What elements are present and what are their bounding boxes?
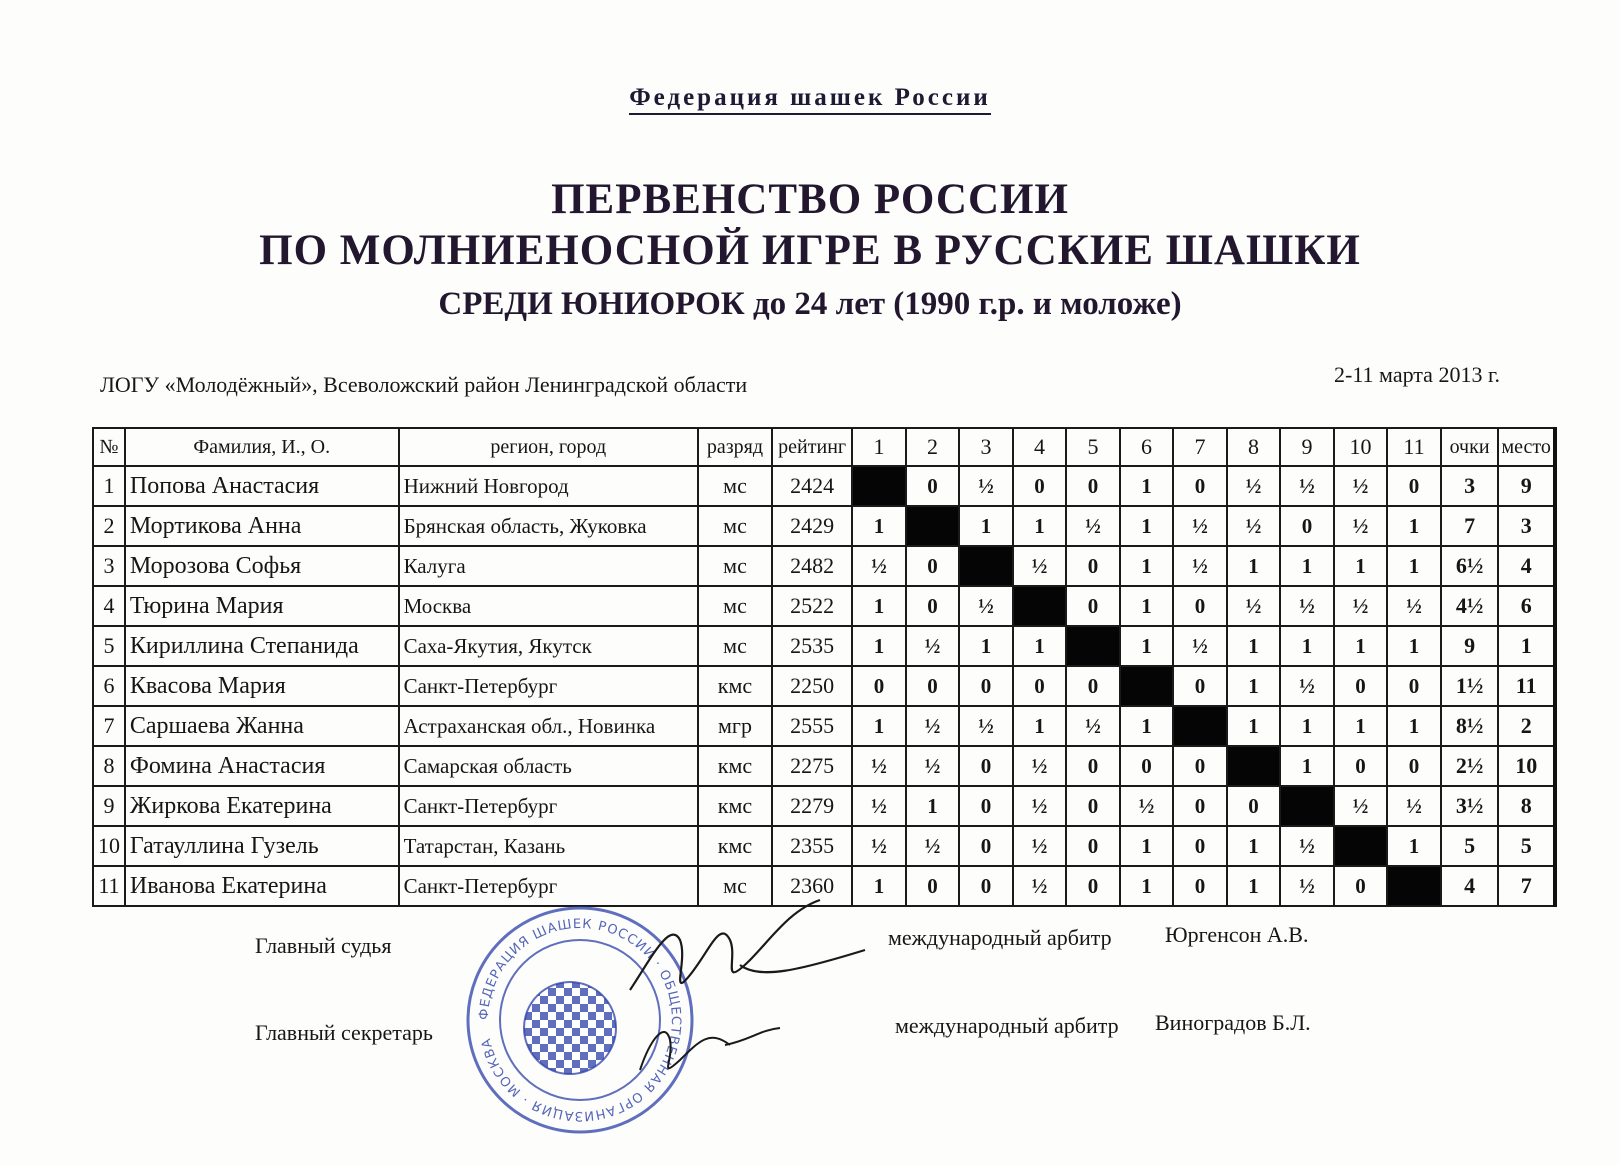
player-rating: 2429 (772, 506, 852, 546)
game-score: ½ (1387, 586, 1441, 626)
player-rating: 2424 (772, 466, 852, 506)
title-line-1: ПЕРВЕНСТВО РОССИИ (551, 176, 1069, 223)
player-place: 5 (1498, 826, 1555, 866)
game-score: 0 (1173, 866, 1227, 906)
game-score: 0 (852, 666, 906, 706)
table-row (93, 746, 1555, 786)
game-score: 0 (906, 546, 960, 586)
game-score: ½ (959, 466, 1013, 506)
signature-chief-judge (610, 880, 870, 1090)
player-number: 8 (93, 746, 125, 786)
player-points: 2½ (1441, 746, 1499, 786)
player-rating: 2522 (772, 586, 852, 626)
federation-text: Федерация шашек России (629, 84, 991, 115)
game-score: ½ (852, 546, 906, 586)
table-row (93, 786, 1555, 826)
self-cell (1334, 826, 1388, 866)
col-header-round: 1 (852, 428, 906, 466)
game-score: 0 (1066, 746, 1120, 786)
player-place: 10 (1498, 746, 1555, 786)
game-score: 0 (906, 866, 960, 906)
col-header-round: 6 (1120, 428, 1174, 466)
player-number: 3 (93, 546, 125, 586)
player-points: 3½ (1441, 786, 1499, 826)
game-score: 1 (1120, 626, 1174, 666)
player-place: 4 (1498, 546, 1555, 586)
game-score: 1 (1334, 706, 1388, 746)
player-rating: 2250 (772, 666, 852, 706)
game-score: 1 (1387, 546, 1441, 586)
game-score: 0 (906, 666, 960, 706)
game-score: ½ (1280, 466, 1334, 506)
self-cell (852, 466, 906, 506)
player-points: 3 (1441, 466, 1499, 506)
player-rank: кмс (698, 786, 772, 826)
player-rating: 2360 (772, 866, 852, 906)
col-header-rank: разряд (698, 428, 772, 466)
table-row (93, 626, 1555, 666)
results-body (93, 466, 1555, 906)
player-rating: 2535 (772, 626, 852, 666)
player-name: Жиркова Екатерина (125, 786, 399, 826)
col-header-rating: рейтинг (772, 428, 852, 466)
table-row (93, 586, 1555, 626)
player-rank: мс (698, 626, 772, 666)
game-score: 1 (1013, 626, 1067, 666)
player-name: Иванова Екатерина (125, 866, 399, 906)
col-header-round: 2 (906, 428, 960, 466)
game-score: ½ (1227, 466, 1281, 506)
game-score: 0 (906, 466, 960, 506)
game-score: ½ (906, 626, 960, 666)
player-points: 9 (1441, 626, 1499, 666)
game-score: 1 (1280, 546, 1334, 586)
self-cell (1387, 866, 1441, 906)
game-score: ½ (1280, 666, 1334, 706)
title-line-3: СРЕДИ ЮНИОРОК до 24 лет (1990 г.р. и моложе) (438, 286, 1182, 322)
player-region: Москва (399, 586, 698, 626)
game-score: 0 (1173, 746, 1227, 786)
stamp-text: ФЕДЕРАЦИЯ ШАШЕК РОССИИ · ОБЩЕСТВЕННАЯ ОРГАНИЗАЦИЯ · МОСКВА (476, 916, 684, 1124)
game-score: 0 (1013, 466, 1067, 506)
player-points: 4½ (1441, 586, 1499, 626)
game-score: 1 (1120, 706, 1174, 746)
col-header-round: 10 (1334, 428, 1388, 466)
game-score: 0 (1173, 586, 1227, 626)
player-rating: 2482 (772, 546, 852, 586)
player-place: 1 (1498, 626, 1555, 666)
player-points: 4 (1441, 866, 1499, 906)
player-number: 6 (93, 666, 125, 706)
game-score: 1 (1013, 506, 1067, 546)
game-score: ½ (1173, 506, 1227, 546)
player-place: 2 (1498, 706, 1555, 746)
game-score: 0 (1334, 866, 1388, 906)
col-header-round: 3 (959, 428, 1013, 466)
player-rank: мгр (698, 706, 772, 746)
game-score: 1 (1227, 826, 1281, 866)
game-score: 0 (1387, 466, 1441, 506)
table-header-row (93, 428, 1555, 466)
game-score: 1 (1120, 466, 1174, 506)
game-score: ½ (1066, 706, 1120, 746)
game-score: 0 (1280, 506, 1334, 546)
game-score: 1 (906, 786, 960, 826)
player-place: 11 (1498, 666, 1555, 706)
game-score: 0 (906, 586, 960, 626)
game-score: ½ (1334, 786, 1388, 826)
game-score: 0 (959, 786, 1013, 826)
game-score: 1 (959, 506, 1013, 546)
game-score: 0 (1066, 546, 1120, 586)
self-cell (1120, 666, 1174, 706)
player-place: 9 (1498, 466, 1555, 506)
player-name: Квасова Мария (125, 666, 399, 706)
federation-heading (0, 84, 1620, 112)
game-score: 0 (959, 866, 1013, 906)
table-row (93, 706, 1555, 746)
self-cell (1066, 626, 1120, 666)
player-rank: кмс (698, 746, 772, 786)
game-score: 0 (1173, 666, 1227, 706)
game-score: 0 (1334, 746, 1388, 786)
arbiter-name-2: Виноградов Б.Л. (1155, 1010, 1311, 1035)
col-header-no: № (93, 428, 125, 466)
game-score: ½ (1013, 866, 1067, 906)
player-name: Гатауллина Гузель (125, 826, 399, 866)
game-score: 1 (1227, 706, 1281, 746)
game-score: ½ (1387, 786, 1441, 826)
game-score: 0 (959, 666, 1013, 706)
player-name: Попова Анастасия (125, 466, 399, 506)
player-points: 5 (1441, 826, 1499, 866)
player-number: 11 (93, 866, 125, 906)
game-score: 1 (852, 626, 906, 666)
game-score: ½ (1227, 506, 1281, 546)
player-region: Санкт-Петербург (399, 666, 698, 706)
game-score: 0 (1066, 786, 1120, 826)
player-number: 2 (93, 506, 125, 546)
col-header-place: место (1498, 428, 1555, 466)
game-score: 1 (1120, 506, 1174, 546)
player-rank: кмс (698, 666, 772, 706)
player-name: Морозова Софья (125, 546, 399, 586)
player-region: Санкт-Петербург (399, 866, 698, 906)
game-score: 1 (1120, 586, 1174, 626)
player-rating: 2279 (772, 786, 852, 826)
col-header-round: 9 (1280, 428, 1334, 466)
player-points: 7 (1441, 506, 1499, 546)
player-number: 10 (93, 826, 125, 866)
arbiter-title-1: международный арбитр (888, 925, 1112, 950)
player-place: 7 (1498, 866, 1555, 906)
table-row (93, 506, 1555, 546)
game-score: 1 (1334, 626, 1388, 666)
player-region: Калуга (399, 546, 698, 586)
player-name: Фомина Анастасия (125, 746, 399, 786)
player-region: Брянская область, Жуковка (399, 506, 698, 546)
table-row (93, 546, 1555, 586)
player-region: Астраханская обл., Новинка (399, 706, 698, 746)
player-rank: мс (698, 586, 772, 626)
game-score: 0 (1227, 786, 1281, 826)
game-score: 1 (1280, 626, 1334, 666)
player-rating: 2555 (772, 706, 852, 746)
game-score: ½ (1013, 746, 1067, 786)
col-header-round: 5 (1066, 428, 1120, 466)
venue: ЛОГУ «Молодёжный», Всеволожский район Ленинградской области (100, 372, 748, 397)
game-score: 1 (1387, 706, 1441, 746)
game-score: 0 (1387, 746, 1441, 786)
player-region: Самарская область (399, 746, 698, 786)
game-score: 0 (1066, 586, 1120, 626)
player-number: 1 (93, 466, 125, 506)
game-score: 1 (1120, 546, 1174, 586)
game-score: ½ (1013, 826, 1067, 866)
game-score: 1 (1227, 666, 1281, 706)
player-rating: 2355 (772, 826, 852, 866)
game-score: 1 (1334, 546, 1388, 586)
game-score: ½ (1334, 506, 1388, 546)
game-score: ½ (906, 826, 960, 866)
player-rank: мс (698, 466, 772, 506)
table-row (93, 466, 1555, 506)
game-score: 0 (1066, 826, 1120, 866)
game-score: ½ (1173, 546, 1227, 586)
game-score: 1 (959, 626, 1013, 666)
player-place: 8 (1498, 786, 1555, 826)
player-name: Кириллина Степанида (125, 626, 399, 666)
game-score: 1 (1387, 826, 1441, 866)
game-score: ½ (1280, 866, 1334, 906)
game-score: ½ (1280, 826, 1334, 866)
chief-secretary-label: Главный секретарь (255, 1020, 433, 1045)
game-score: ½ (959, 706, 1013, 746)
game-score: ½ (906, 746, 960, 786)
player-rank: мс (698, 546, 772, 586)
game-score: 0 (1066, 666, 1120, 706)
game-score: ½ (906, 706, 960, 746)
game-score: 1 (1227, 626, 1281, 666)
game-score: 0 (1173, 786, 1227, 826)
col-header-name: Фамилия, И., О. (125, 428, 399, 466)
game-score: 1 (1227, 866, 1281, 906)
game-score: ½ (1173, 626, 1227, 666)
game-score: ½ (1120, 786, 1174, 826)
game-score: ½ (852, 786, 906, 826)
game-score: 0 (1120, 746, 1174, 786)
player-name: Мортикова Анна (125, 506, 399, 546)
player-rank: мс (698, 866, 772, 906)
arbiter-name-1: Юргенсон А.В. (1165, 922, 1309, 947)
game-score: ½ (852, 826, 906, 866)
player-number: 9 (93, 786, 125, 826)
col-header-points: очки (1441, 428, 1499, 466)
player-points: 6½ (1441, 546, 1499, 586)
col-header-round: 11 (1387, 428, 1441, 466)
player-rating: 2275 (772, 746, 852, 786)
title-line-2: ПО МОЛНИЕНОСНОЙ ИГРЕ В РУССКИЕ ШАШКИ (259, 227, 1361, 274)
player-points: 8½ (1441, 706, 1499, 746)
game-score: 0 (1173, 466, 1227, 506)
player-place: 3 (1498, 506, 1555, 546)
game-score: ½ (1066, 506, 1120, 546)
player-points: 1½ (1441, 666, 1499, 706)
game-score: 1 (1227, 546, 1281, 586)
player-rank: кмс (698, 826, 772, 866)
game-score: ½ (1334, 586, 1388, 626)
self-cell (906, 506, 960, 546)
self-cell (1280, 786, 1334, 826)
game-score: 1 (852, 866, 906, 906)
self-cell (1173, 706, 1227, 746)
game-score: 0 (1066, 866, 1120, 906)
player-region: Саха-Якутия, Якутск (399, 626, 698, 666)
game-score: 0 (1013, 666, 1067, 706)
self-cell (1227, 746, 1281, 786)
player-region: Нижний Новгород (399, 466, 698, 506)
game-score: 1 (852, 586, 906, 626)
col-header-region: регион, город (399, 428, 698, 466)
game-score: 0 (1334, 666, 1388, 706)
game-score: ½ (1280, 586, 1334, 626)
game-score: ½ (1334, 466, 1388, 506)
chief-judge-label: Главный судья (255, 933, 392, 958)
player-place: 6 (1498, 586, 1555, 626)
game-score: 1 (1387, 626, 1441, 666)
col-header-round: 7 (1173, 428, 1227, 466)
game-score: ½ (1013, 546, 1067, 586)
game-score: 0 (1066, 466, 1120, 506)
table-row (93, 826, 1555, 866)
game-score: 1 (1280, 746, 1334, 786)
game-score: 1 (1013, 706, 1067, 746)
table-row (93, 666, 1555, 706)
game-score: ½ (959, 586, 1013, 626)
game-score: 0 (1173, 826, 1227, 866)
player-number: 4 (93, 586, 125, 626)
col-header-round: 4 (1013, 428, 1067, 466)
game-score: ½ (852, 746, 906, 786)
player-number: 7 (93, 706, 125, 746)
results-table (92, 427, 1557, 907)
game-score: 0 (959, 826, 1013, 866)
game-score: 1 (1280, 706, 1334, 746)
event-dates: 2-11 марта 2013 г. (1334, 362, 1500, 387)
game-score: 1 (852, 506, 906, 546)
player-region: Татарстан, Казань (399, 826, 698, 866)
player-region: Санкт-Петербург (399, 786, 698, 826)
game-score: 0 (1387, 666, 1441, 706)
game-score: 1 (1120, 866, 1174, 906)
player-name: Саршаева Жанна (125, 706, 399, 746)
game-score: 1 (1120, 826, 1174, 866)
game-score: 1 (852, 706, 906, 746)
player-number: 5 (93, 626, 125, 666)
self-cell (1013, 586, 1067, 626)
player-name: Тюрина Мария (125, 586, 399, 626)
self-cell (959, 546, 1013, 586)
game-score: 1 (1387, 506, 1441, 546)
game-score: ½ (1013, 786, 1067, 826)
game-score: 0 (959, 746, 1013, 786)
game-score: ½ (1227, 586, 1281, 626)
player-rank: мс (698, 506, 772, 546)
arbiter-title-2: международный арбитр (895, 1013, 1119, 1038)
col-header-round: 8 (1227, 428, 1281, 466)
